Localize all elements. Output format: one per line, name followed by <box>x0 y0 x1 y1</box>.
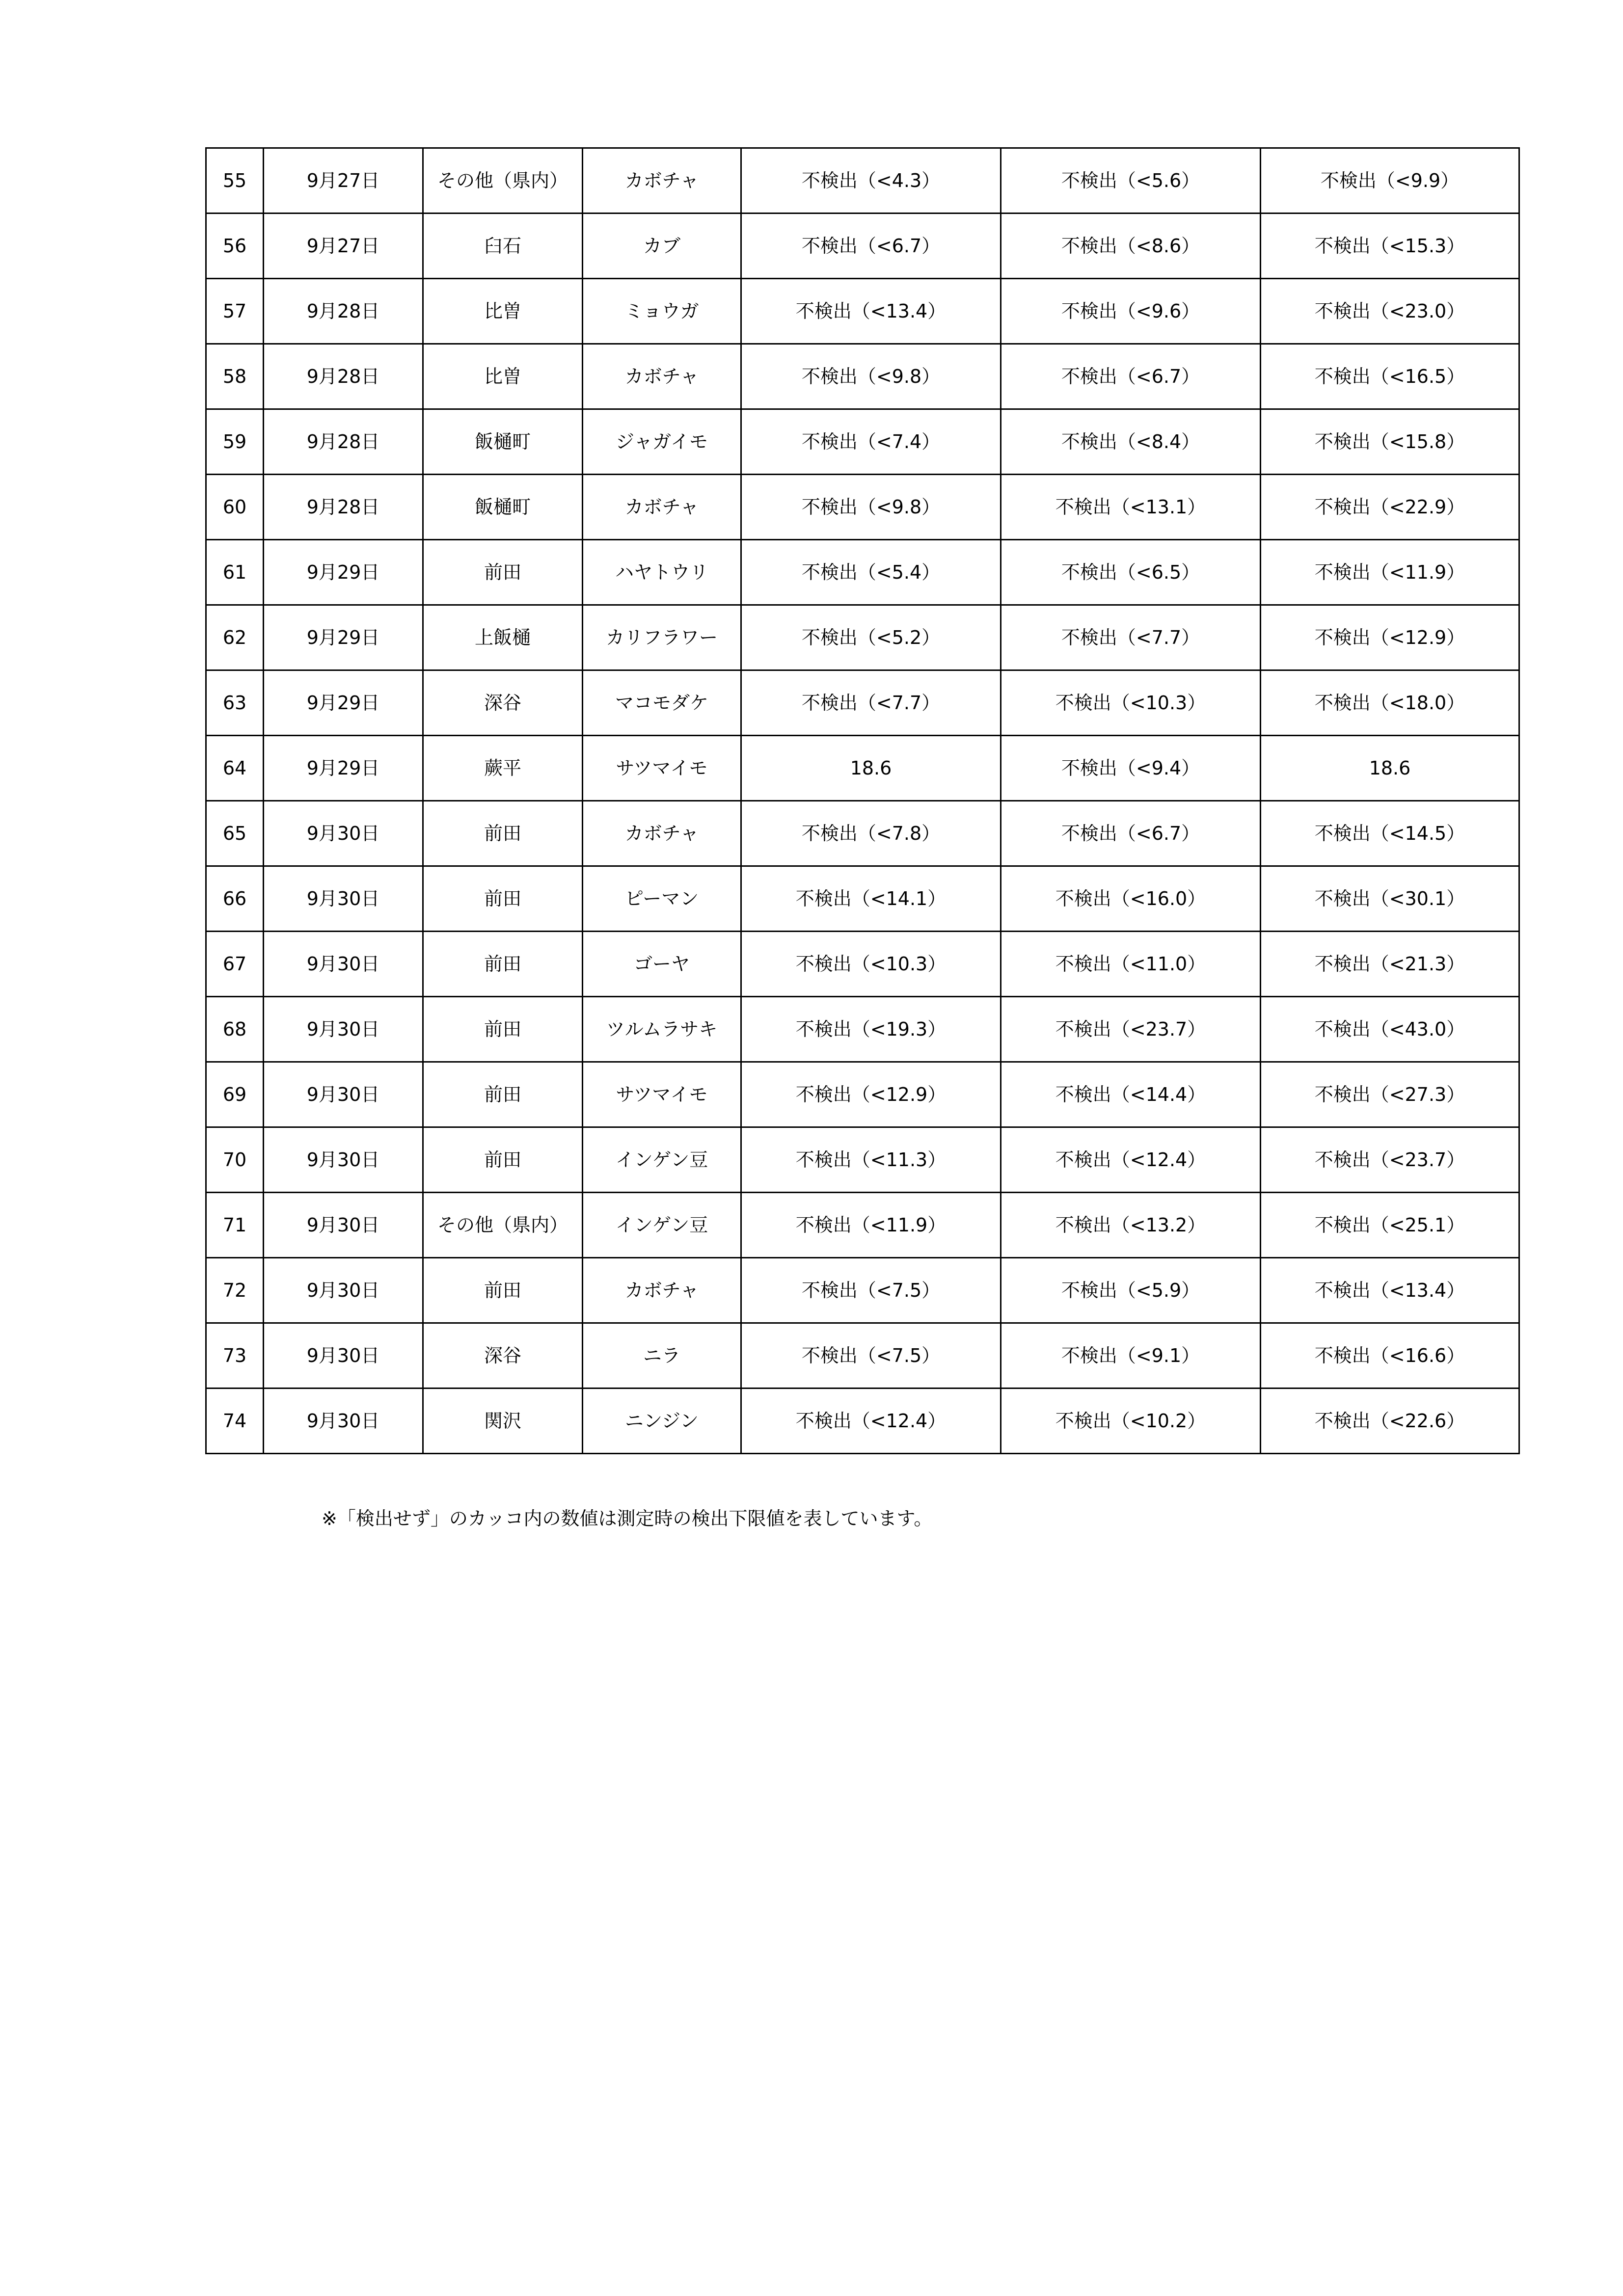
table-row <box>206 1258 1519 1323</box>
table-row <box>206 997 1519 1062</box>
value-2-cell: 不検出（<10.3） <box>1001 670 1261 736</box>
value-1-cell: 不検出（<13.4） <box>741 279 1001 344</box>
item-cell: ピーマン <box>583 866 741 932</box>
item-cell: カボチャ <box>583 475 741 540</box>
value-2-cell: 不検出（<5.6） <box>1001 148 1261 214</box>
value-3-cell: 18.6 <box>1261 736 1519 801</box>
value-2-cell: 不検出（<13.1） <box>1001 475 1261 540</box>
value-3-cell: 不検出（<25.1） <box>1261 1193 1519 1258</box>
row-number-cell: 71 <box>206 1193 264 1258</box>
area-cell: 深谷 <box>423 670 583 736</box>
value-2-cell: 不検出（<6.5） <box>1001 540 1261 605</box>
value-1-cell: 不検出（<10.3） <box>741 932 1001 997</box>
row-number-cell: 68 <box>206 997 264 1062</box>
value-3-cell: 不検出（<11.9） <box>1261 540 1519 605</box>
value-2-cell: 不検出（<8.4） <box>1001 409 1261 475</box>
table-row <box>206 475 1519 540</box>
value-3-cell: 不検出（<16.5） <box>1261 344 1519 409</box>
table-row <box>206 344 1519 409</box>
value-3-cell: 不検出（<18.0） <box>1261 670 1519 736</box>
value-1-cell: 不検出（<5.2） <box>741 605 1001 670</box>
value-2-cell: 不検出（<11.0） <box>1001 932 1261 997</box>
area-cell: 比曽 <box>423 279 583 344</box>
value-1-cell: 不検出（<11.9） <box>741 1193 1001 1258</box>
item-cell: ハヤトウリ <box>583 540 741 605</box>
area-cell: 前田 <box>423 801 583 866</box>
value-3-cell: 不検出（<22.9） <box>1261 475 1519 540</box>
row-number-cell: 55 <box>206 148 264 214</box>
value-1-cell: 不検出（<7.7） <box>741 670 1001 736</box>
table-row <box>206 279 1519 344</box>
value-1-cell: 不検出（<7.5） <box>741 1258 1001 1323</box>
date-cell: 9月30日 <box>264 801 423 866</box>
value-3-cell: 不検出（<23.0） <box>1261 279 1519 344</box>
date-cell: 9月30日 <box>264 1193 423 1258</box>
value-1-cell: 不検出（<9.8） <box>741 344 1001 409</box>
table-row <box>206 670 1519 736</box>
value-3-cell: 不検出（<22.6） <box>1261 1388 1519 1454</box>
area-cell: 前田 <box>423 932 583 997</box>
area-cell: 飯樋町 <box>423 475 583 540</box>
table-row <box>206 540 1519 605</box>
row-number-cell: 72 <box>206 1258 264 1323</box>
value-2-cell: 不検出（<9.4） <box>1001 736 1261 801</box>
area-cell: 前田 <box>423 866 583 932</box>
table-row <box>206 866 1519 932</box>
date-cell: 9月29日 <box>264 605 423 670</box>
table-row <box>206 1062 1519 1127</box>
date-cell: 9月28日 <box>264 409 423 475</box>
row-number-cell: 63 <box>206 670 264 736</box>
results-table <box>205 147 1520 1454</box>
value-1-cell: 不検出（<19.3） <box>741 997 1001 1062</box>
item-cell: サツマイモ <box>583 736 741 801</box>
area-cell: 前田 <box>423 997 583 1062</box>
date-cell: 9月28日 <box>264 344 423 409</box>
table-row <box>206 409 1519 475</box>
row-number-cell: 60 <box>206 475 264 540</box>
value-1-cell: 不検出（<9.8） <box>741 475 1001 540</box>
row-number-cell: 74 <box>206 1388 264 1454</box>
value-2-cell: 不検出（<14.4） <box>1001 1062 1261 1127</box>
value-3-cell: 不検出（<14.5） <box>1261 801 1519 866</box>
value-2-cell: 不検出（<16.0） <box>1001 866 1261 932</box>
value-3-cell: 不検出（<21.3） <box>1261 932 1519 997</box>
value-2-cell: 不検出（<10.2） <box>1001 1388 1261 1454</box>
item-cell: インゲン豆 <box>583 1193 741 1258</box>
date-cell: 9月27日 <box>264 148 423 214</box>
value-1-cell: 不検出（<12.4） <box>741 1388 1001 1454</box>
row-number-cell: 65 <box>206 801 264 866</box>
row-number-cell: 61 <box>206 540 264 605</box>
value-1-cell: 不検出（<12.9） <box>741 1062 1001 1127</box>
value-2-cell: 不検出（<5.9） <box>1001 1258 1261 1323</box>
date-cell: 9月30日 <box>264 997 423 1062</box>
row-number-cell: 69 <box>206 1062 264 1127</box>
date-cell: 9月30日 <box>264 1258 423 1323</box>
value-3-cell: 不検出（<9.9） <box>1261 148 1519 214</box>
value-2-cell: 不検出（<9.1） <box>1001 1323 1261 1388</box>
value-3-cell: 不検出（<12.9） <box>1261 605 1519 670</box>
area-cell: 前田 <box>423 1062 583 1127</box>
area-cell: 前田 <box>423 1127 583 1193</box>
table-row <box>206 214 1519 279</box>
table-row <box>206 932 1519 997</box>
area-cell: 蕨平 <box>423 736 583 801</box>
row-number-cell: 57 <box>206 279 264 344</box>
table-row <box>206 605 1519 670</box>
date-cell: 9月30日 <box>264 1062 423 1127</box>
item-cell: インゲン豆 <box>583 1127 741 1193</box>
value-2-cell: 不検出（<13.2） <box>1001 1193 1261 1258</box>
date-cell: 9月28日 <box>264 279 423 344</box>
item-cell: ニラ <box>583 1323 741 1388</box>
item-cell: カボチャ <box>583 344 741 409</box>
area-cell: 関沢 <box>423 1388 583 1454</box>
value-1-cell: 不検出（<6.7） <box>741 214 1001 279</box>
date-cell: 9月29日 <box>264 670 423 736</box>
table-row <box>206 1127 1519 1193</box>
value-1-cell: 不検出（<14.1） <box>741 866 1001 932</box>
value-3-cell: 不検出（<13.4） <box>1261 1258 1519 1323</box>
date-cell: 9月30日 <box>264 932 423 997</box>
area-cell: 比曽 <box>423 344 583 409</box>
row-number-cell: 64 <box>206 736 264 801</box>
area-cell: その他（県内） <box>423 1193 583 1258</box>
date-cell: 9月30日 <box>264 1323 423 1388</box>
date-cell: 9月30日 <box>264 1388 423 1454</box>
value-1-cell: 不検出（<11.3） <box>741 1127 1001 1193</box>
date-cell: 9月29日 <box>264 540 423 605</box>
value-1-cell: 不検出（<7.4） <box>741 409 1001 475</box>
area-cell: 深谷 <box>423 1323 583 1388</box>
item-cell: ミョウガ <box>583 279 741 344</box>
item-cell: ジャガイモ <box>583 409 741 475</box>
value-3-cell: 不検出（<43.0） <box>1261 997 1519 1062</box>
item-cell: カボチャ <box>583 148 741 214</box>
value-2-cell: 不検出（<8.6） <box>1001 214 1261 279</box>
item-cell: マコモダケ <box>583 670 741 736</box>
row-number-cell: 67 <box>206 932 264 997</box>
area-cell: 飯樋町 <box>423 409 583 475</box>
area-cell: 前田 <box>423 1258 583 1323</box>
row-number-cell: 58 <box>206 344 264 409</box>
item-cell: ツルムラサキ <box>583 997 741 1062</box>
area-cell: その他（県内） <box>423 148 583 214</box>
value-1-cell: 不検出（<7.8） <box>741 801 1001 866</box>
value-2-cell: 不検出（<6.7） <box>1001 344 1261 409</box>
item-cell: カボチャ <box>583 801 741 866</box>
item-cell: カリフラワー <box>583 605 741 670</box>
value-1-cell: 不検出（<5.4） <box>741 540 1001 605</box>
table-row <box>206 1388 1519 1454</box>
value-3-cell: 不検出（<16.6） <box>1261 1323 1519 1388</box>
item-cell: カボチャ <box>583 1258 741 1323</box>
item-cell: サツマイモ <box>583 1062 741 1127</box>
value-1-cell: 不検出（<7.5） <box>741 1323 1001 1388</box>
value-2-cell: 不検出（<23.7） <box>1001 997 1261 1062</box>
row-number-cell: 70 <box>206 1127 264 1193</box>
footnote: ※「検出せず」のカッコ内の数値は測定時の検出下限値を表しています。 <box>322 1508 933 1529</box>
date-cell: 9月27日 <box>264 214 423 279</box>
value-2-cell: 不検出（<7.7） <box>1001 605 1261 670</box>
item-cell: ゴーヤ <box>583 932 741 997</box>
area-cell: 前田 <box>423 540 583 605</box>
value-2-cell: 不検出（<12.4） <box>1001 1127 1261 1193</box>
table-row <box>206 801 1519 866</box>
row-number-cell: 59 <box>206 409 264 475</box>
table-row <box>206 148 1519 214</box>
area-cell: 臼石 <box>423 214 583 279</box>
results-table-body <box>206 148 1519 1454</box>
value-2-cell: 不検出（<6.7） <box>1001 801 1261 866</box>
value-3-cell: 不検出（<15.3） <box>1261 214 1519 279</box>
row-number-cell: 66 <box>206 866 264 932</box>
row-number-cell: 62 <box>206 605 264 670</box>
date-cell: 9月28日 <box>264 475 423 540</box>
value-1-cell: 不検出（<4.3） <box>741 148 1001 214</box>
table-row <box>206 1193 1519 1258</box>
row-number-cell: 56 <box>206 214 264 279</box>
date-cell: 9月30日 <box>264 866 423 932</box>
item-cell: カブ <box>583 214 741 279</box>
value-3-cell: 不検出（<30.1） <box>1261 866 1519 932</box>
value-3-cell: 不検出（<27.3） <box>1261 1062 1519 1127</box>
table-row <box>206 1323 1519 1388</box>
date-cell: 9月30日 <box>264 1127 423 1193</box>
date-cell: 9月29日 <box>264 736 423 801</box>
value-3-cell: 不検出（<15.8） <box>1261 409 1519 475</box>
item-cell: ニンジン <box>583 1388 741 1454</box>
area-cell: 上飯樋 <box>423 605 583 670</box>
value-1-cell: 18.6 <box>741 736 1001 801</box>
value-2-cell: 不検出（<9.6） <box>1001 279 1261 344</box>
value-3-cell: 不検出（<23.7） <box>1261 1127 1519 1193</box>
row-number-cell: 73 <box>206 1323 264 1388</box>
table-row <box>206 736 1519 801</box>
